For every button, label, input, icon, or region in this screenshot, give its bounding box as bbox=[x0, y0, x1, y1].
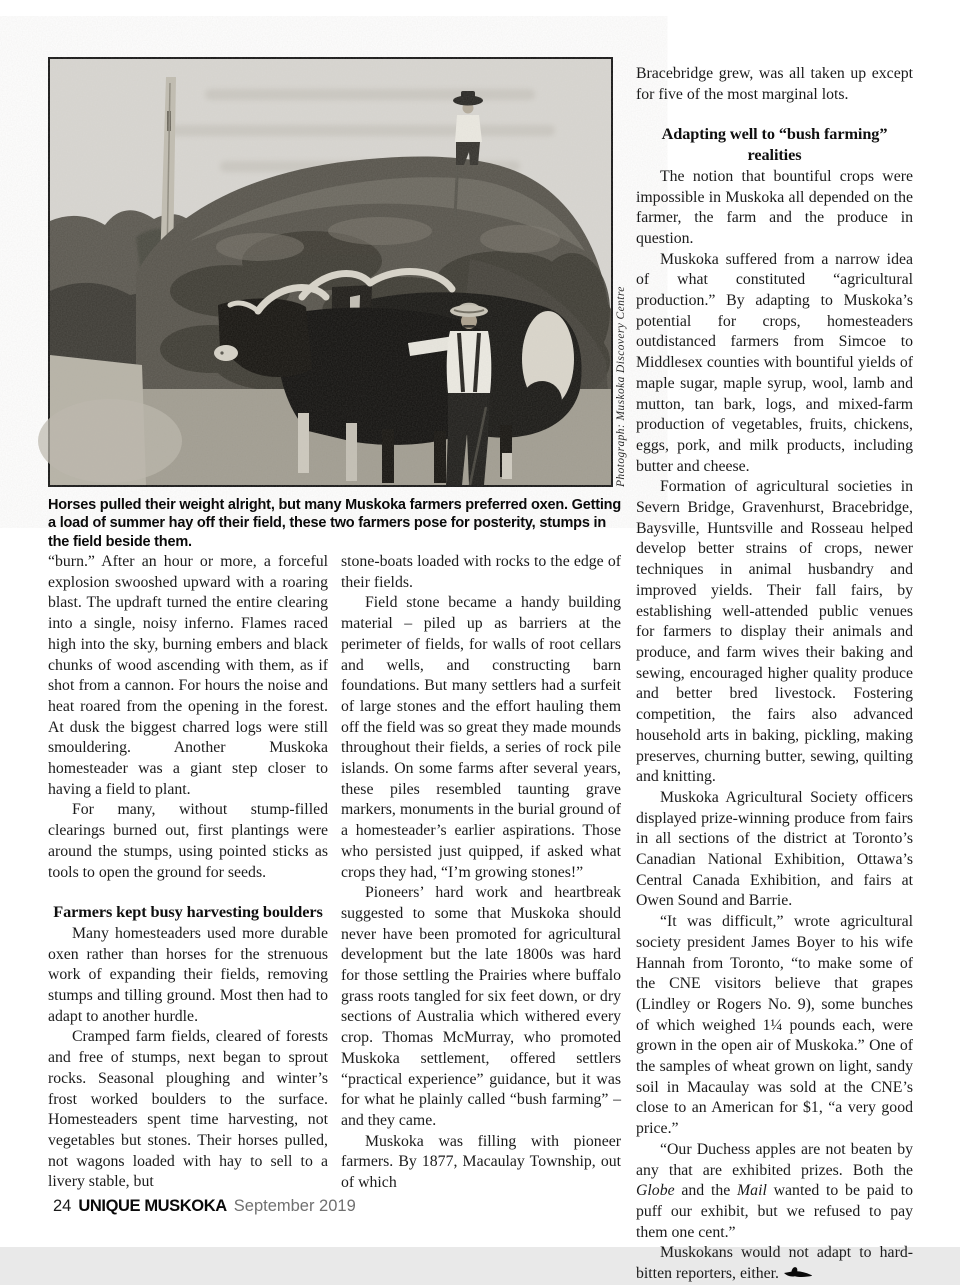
paragraph: Field stone became a handy building material – piled up as barriers at the perimeter of fields, for walls of root cellars and wells, and constructing barn foundations. But many settlers had a surfeit of large stones and the effort hauling them off the field was so great they made mounds throughout their fields, a series of rock pile islands. On some farms after several years, these piles resembled taunting grave markers, monuments in the burial ground of a homesteader’s earlier aspirations. Those who persisted just quipped, if asked what crops they had, “I’m growing stones!” bbox=[341, 594, 621, 881]
paragraph: Muskoka was filling with pioneer farmers. By 1877, Macaulay Township, out of which bbox=[341, 1132, 621, 1192]
paragraph: Many homesteaders used more durable oxen rather than horses for the strenuous work of expanding their fields, removing stumps and tilling ground. Most then had to adapt to another hurdle. bbox=[48, 924, 328, 1025]
section-heading: Farmers kept busy harvesting boulders bbox=[53, 902, 323, 922]
photo-caption: Horses pulled their weight alright, but many Muskoka farmers preferred oxen. Getting a load of summer hay off their field, these two farmers pose for posterity, stumps in the field beside them. bbox=[48, 497, 621, 550]
page-number: 24 bbox=[53, 1197, 72, 1215]
paragraph: “It was difficult,” wrote agricultural society president James Boyer to his wife Hannah from Toronto, “to make some of the CNE visitors believe that grapes (Lindley or Rogers No. 9), some bunches of which weighed 1¼ pounds each, were grown in the open air of Muskoka.” One of the samples of wheat grown on light, sandy soil in Macaulay was sold at the CNE’s close to an American for $1, “a very good price.” bbox=[636, 913, 913, 1138]
paragraph: Muskoka Agricultural Society officers displayed prize-winning produce from fairs in all sections of the district at Toronto’s Canadian National Exhibition, Ottawa’s Central Canada Exhibition, and fairs at Owen Sound and Barrie. bbox=[636, 788, 913, 910]
farm-photo bbox=[48, 57, 613, 487]
paragraph: Pioneers’ hard work and heartbreak suggested to some that Muskoka should never have been promoted for agricultural development but the late 1800s was hard for those settling the Prairies where buffalo grass roots tangled for six feet down, or dry sections of Australia which withered every crop. Thomas McMurray, who promoted Muskoka settlement, offered settlers “practical experience” guidance, but it was for what he plainly called “bush farming” – and they came. bbox=[341, 884, 621, 1129]
paragraph: stone-boats loaded with rocks to the edge of their fields. bbox=[341, 553, 621, 591]
paragraph: Muskoka suffered from a narrow idea of what constituted “agricultural production.” By adapting to Muskoka’s potential for crops, homesteaders outdistanced farmers from Simcoe to Middlesex counties with bountiful yields of maple sugar, maple syrup, wool, lamb and mutton, tan bark, logs, and mixed-farm production of vegetables, fruits, chickens, eggs, pork, and milk products, including butter and cheese. bbox=[636, 250, 913, 475]
paragraph: “Our Duchess apples are not beaten by any that are exhibited prizes. Both the Globe and the Mail wanted to be paid to puff our exhibit, but we refused to pay them one cent.” bbox=[636, 1140, 913, 1241]
paragraph: The notion that bountiful crops were impossible in Muskoka all depended on the farmer, the farm and the produce in question. bbox=[636, 167, 913, 247]
paragraph: Cramped farm fields, cleared of forests and free of stumps, next began to sprout rocks. Seasonal ploughing and winter’s frost worked boulders to the surface. Homesteaders spent time harvesting, not vegetables but stones. Their horses pulled, not wagons loaded with hay to sell to a livery stable, but bbox=[48, 1028, 328, 1191]
paragraph: Bracebridge grew, was all taken up except for five of the most marginal lots. bbox=[636, 65, 913, 103]
paragraph: For many, without stump-filled clearings burned out, first plantings were around the stumps, using pointed sticks as tools to open the ground for seeds. bbox=[48, 801, 328, 881]
issue-date: September 2019 bbox=[233, 1197, 356, 1215]
loon-end-mark-icon bbox=[783, 1265, 813, 1279]
page-footer bbox=[53, 1197, 356, 1216]
paragraph: “burn.” After an hour or more, a forceful explosion swooshed upward with a roaring blast. The updraft turned the entire clearing into a single, noisy inferno. Flames raced high into the sky, burning embers and black chunks of wood ascending with them, as if shot from a cannon. For hours the noise and heat roared from the opening in the forest. At dusk the biggest charred logs were still smouldering. Another Muskoka homesteader was a giant step closer to having a field to plant. bbox=[48, 553, 328, 798]
magazine-title: UNIQUE MUSKOKA bbox=[78, 1197, 227, 1215]
article-column-right bbox=[636, 64, 913, 1285]
article-column-left bbox=[48, 552, 328, 1193]
article-column-middle bbox=[341, 552, 621, 1194]
paragraph: Muskokans would not adapt to hard-bitten reporters, either. bbox=[636, 1244, 913, 1283]
section-heading: Adapting well to “bush farming” realities bbox=[661, 124, 888, 165]
farm-photo-illustration bbox=[50, 59, 611, 485]
paragraph: Formation of agricultural societies in Severn Bridge, Gravenhurst, Bracebridge, Baysville, Huntsville and Rosseau helped develop better strains of crops, newer techniques in animal husbandry and improved yields. Their fall fairs, by establishing well-attended public venues for farmers to display their animals and produce, and farm wives their baking and sewing, encouraged higher quality produce and better bred livestock. Fostering competition, the fairs also advanced household arts in baking, pickling, making preserves, churning butter, sewing, quilting and knitting. bbox=[636, 478, 913, 786]
photo-credit: Photograph: Muskoka Discovery Centre bbox=[615, 286, 627, 487]
